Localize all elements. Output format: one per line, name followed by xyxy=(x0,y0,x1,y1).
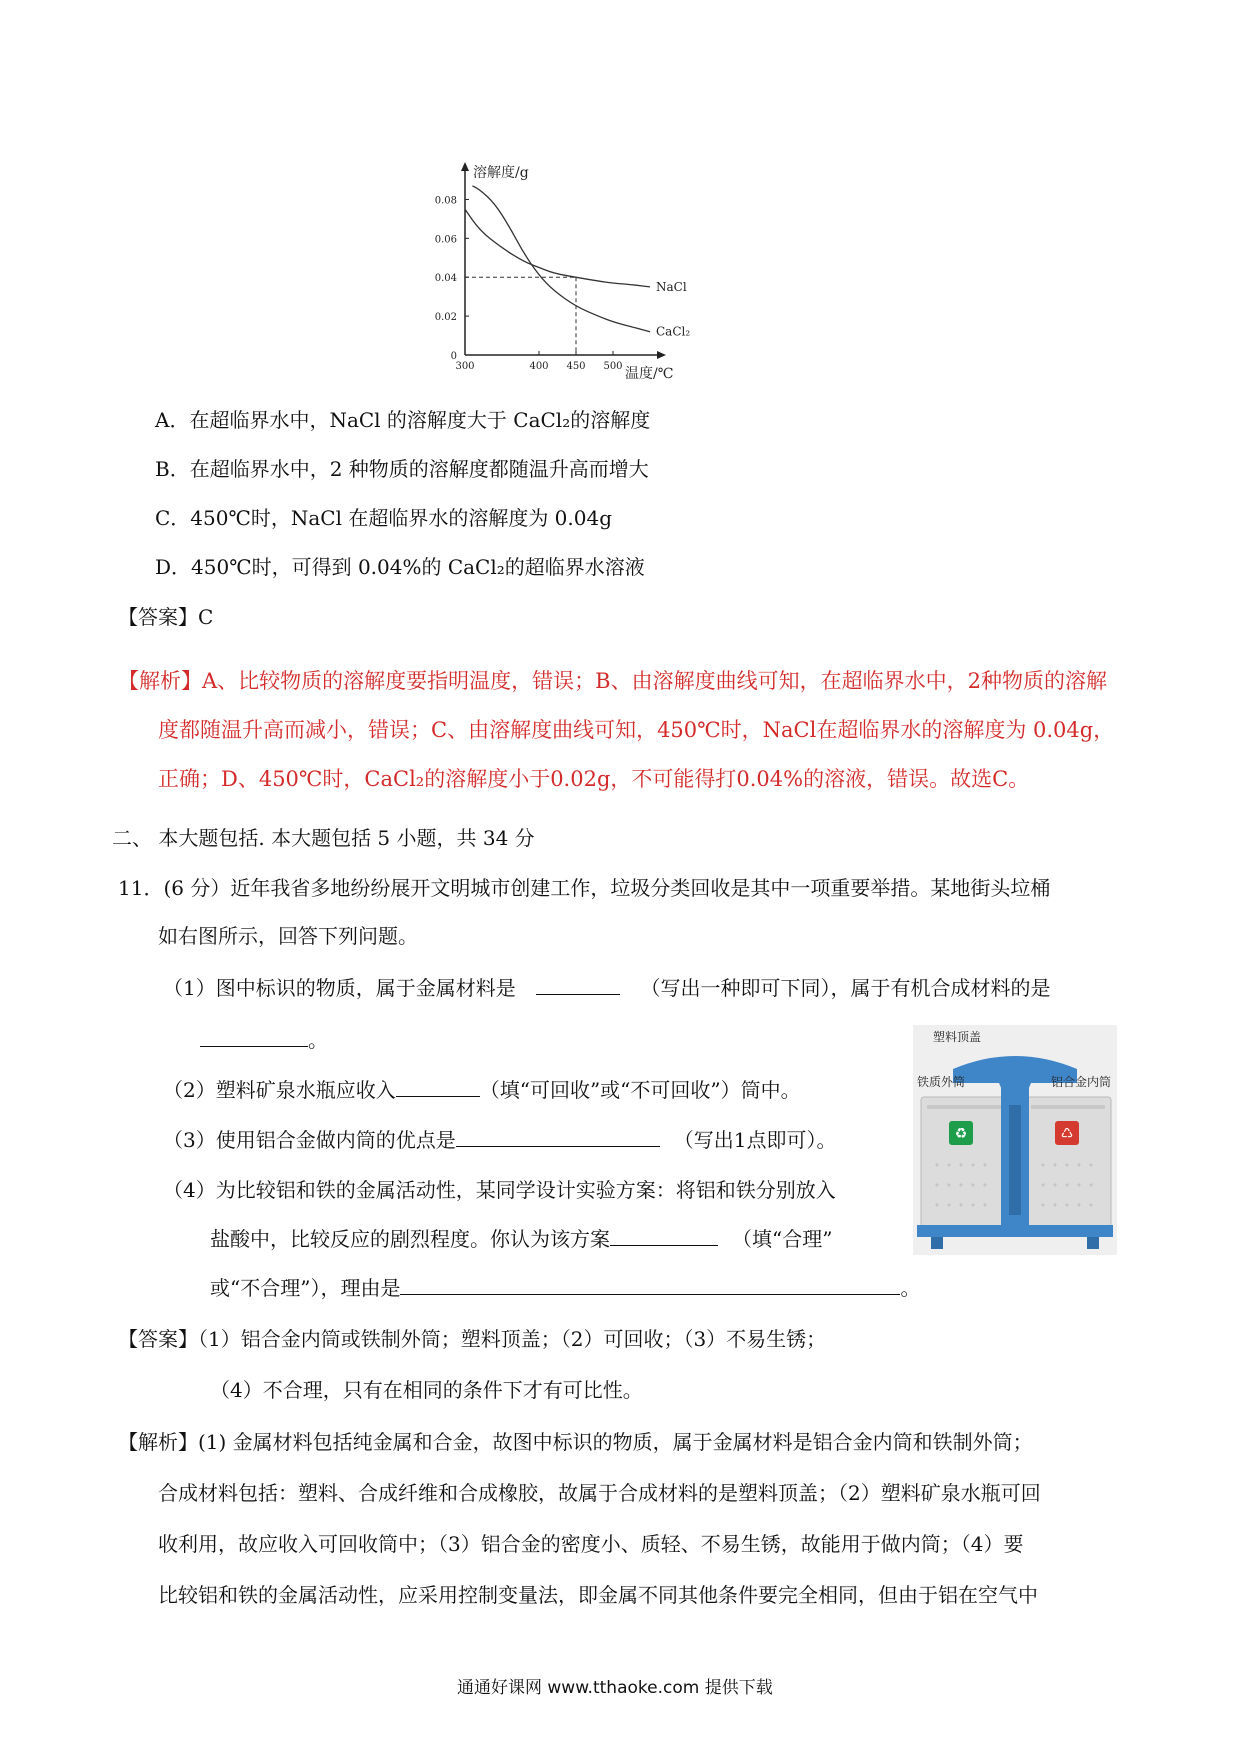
q11-blank-2[interactable] xyxy=(200,1028,308,1047)
analysis-11-line3: 收利用，故应收入可回收筒中；（3）铝合金的密度小、质轻、不易生锈，故能用于做内筒；（4）要 xyxy=(158,1532,1024,1556)
x-tick-label: 450 xyxy=(566,361,586,372)
analysis-11-line2: 合成材料包括：塑料、合成纤维和合成橡胶，故属于合成材料的是塑料顶盖；（2）塑料矿泉水瓶可回 xyxy=(158,1481,1041,1505)
option-c: C．450℃时，NaCl 在超临界水的溶解度为 0.04g xyxy=(155,506,613,530)
q11-part3-text-b: （写出1点即可）。 xyxy=(673,1128,837,1152)
q11-part2 xyxy=(163,1076,801,1104)
x-axis-label: 温度/℃ xyxy=(625,366,674,380)
x-tick-label: 400 xyxy=(529,361,549,372)
q11-part1-end: 。 xyxy=(308,1028,328,1052)
series-line-cacl2 xyxy=(472,186,650,332)
trash-bin-figure xyxy=(913,1025,1117,1255)
page-footer: 通通好课网 www.tthaoke.com 提供下载 xyxy=(457,1678,773,1698)
bin-label-outer: 铁质外筒 xyxy=(917,1075,966,1089)
y-tick-label: 0.02 xyxy=(434,312,457,324)
q11-blank-6[interactable] xyxy=(400,1276,900,1295)
q11-part4-line1: （4）为比较铝和铁的金属活动性，某同学设计实验方案：将铝和铁分别放入 xyxy=(163,1178,836,1202)
bin-label-inner: 铝合金内筒 xyxy=(1051,1075,1112,1089)
bin-base xyxy=(917,1225,1113,1237)
y-tick-label: 0.04 xyxy=(434,273,457,285)
series-label-cacl2: CaCl₂ xyxy=(656,324,691,339)
x-axis-arrow xyxy=(657,351,666,359)
x-tick-label: 300 xyxy=(455,361,475,372)
option-b: B．在超临界水中，2 种物质的溶解度都随温升高而增大 xyxy=(155,457,649,481)
q11-part2-text-b: （填“可回收”或“不可回收”）筒中。 xyxy=(479,1078,801,1102)
analysis-10-line1: 【解析】A、比较物质的溶解度要指明温度，错误；B、由溶解度曲线可知，在超临界水中，2种物质的溶解 xyxy=(118,669,1107,693)
solubility-chart xyxy=(400,160,700,380)
q11-part1 xyxy=(163,974,1050,1002)
analysis-10-line3: 正确；D、450℃时，CaCl₂的溶解度小于0.02g，不可能得打0.04%的溶液，错误。故选C。 xyxy=(158,767,1030,791)
q11-part4-text-d: 或“不合理”），理由是 xyxy=(210,1276,401,1300)
q11-part4-line2 xyxy=(210,1225,832,1253)
q11-part4-text-c: （填“合理” xyxy=(732,1227,833,1251)
section-heading: 二、 本大题包括. 本大题包括 5 小题，共 34 分 xyxy=(112,826,535,850)
option-a: A．在超临界水中，NaCl 的溶解度大于 CaCl₂的溶解度 xyxy=(155,408,651,432)
trash-bin-illustration xyxy=(913,1025,1117,1255)
svg-text:♺: ♺ xyxy=(1060,1126,1074,1142)
q11-blank-5[interactable] xyxy=(610,1227,718,1246)
analysis-11-line4: 比较铝和铁的金属活动性，应采用控制变量法，即金属不同其他条件要完全相同，但由于铝在空气中 xyxy=(158,1583,1038,1607)
y-tick-label: 0.08 xyxy=(434,195,457,207)
analysis-10-line2: 度都随温升高而减小，错误；C、由溶解度曲线可知，450℃时，NaCl在超临界水的溶解度为 0.04g， xyxy=(158,718,1115,742)
q11-part1-cont xyxy=(200,1026,328,1054)
q11-blank-3[interactable] xyxy=(396,1078,480,1097)
q11-part1-text-b: （写出一种即可下同），属于有机合成材料的是 xyxy=(640,976,1051,1000)
q11-part2-text-a: （2）塑料矿泉水瓶应收入 xyxy=(163,1078,396,1102)
series-line-nacl xyxy=(465,209,650,287)
answer-10: 【答案】C xyxy=(118,605,214,629)
q11-blank-4[interactable] xyxy=(456,1128,660,1147)
q11-part3 xyxy=(163,1126,836,1154)
y-tick-label: 0.06 xyxy=(434,234,457,246)
series-label-nacl: NaCl xyxy=(656,279,687,294)
answer-11-line1: 【答案】（1）铝合金内筒或铁制外筒；塑料顶盖；（2）可回收；（3）不易生锈； xyxy=(118,1327,827,1351)
q11-stem-line2: 如右图所示，回答下列问题。 xyxy=(158,924,418,948)
q11-part4-text-b: 盐酸中，比较反应的剧烈程度。你认为该方案 xyxy=(210,1227,610,1251)
q11-part4-end: 。 xyxy=(900,1276,921,1300)
option-d: D．450℃时，可得到 0.04%的 CaCl₂的超临界水溶液 xyxy=(155,555,645,579)
analysis-11-line1: 【解析】(1) 金属材料包括纯金属和合金，故图中标识的物质，属于金属材料是铝合金内筒和铁制外筒； xyxy=(118,1430,1033,1454)
q11-part4-line3 xyxy=(210,1274,920,1302)
svg-text:♻: ♻ xyxy=(954,1126,968,1142)
y-axis-label: 溶解度/g xyxy=(473,165,529,181)
x-tick-label: 500 xyxy=(603,361,623,372)
y-tick-label: 0 xyxy=(450,351,457,362)
q11-blank-1[interactable] xyxy=(536,976,620,995)
y-axis-arrow xyxy=(461,162,469,171)
bin-label-lid: 塑料顶盖 xyxy=(933,1030,982,1044)
q11-part3-text-a: （3）使用铝合金做内筒的优点是 xyxy=(163,1128,456,1152)
answer-11-line2: （4）不合理，只有在相同的条件下才有可比性。 xyxy=(210,1378,643,1402)
q11-part1-text-a: （1）图中标识的物质，属于金属材料是 xyxy=(163,976,516,1000)
q11-stem-line1: 11．(6 分）近年我省多地纷纷展开文明城市创建工作，垃圾分类回收是其中一项重要举措。某地街头垃桶 xyxy=(118,876,1051,900)
